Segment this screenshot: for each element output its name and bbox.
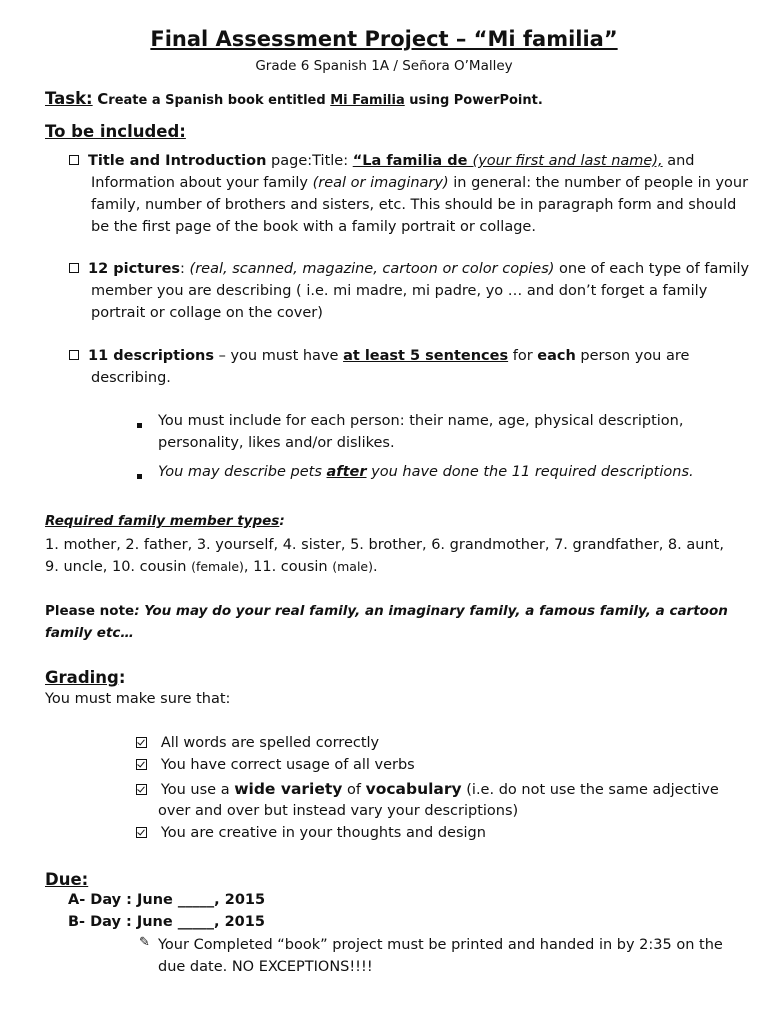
required-text: . (373, 559, 378, 575)
task-line (45, 88, 543, 112)
item-text: (real, scanned, magazine, cartoon or color copies) (189, 261, 555, 277)
pencil-icon: ✎ (139, 935, 150, 950)
bullet-text: after (326, 464, 367, 480)
bullet-square-icon (137, 467, 142, 486)
item-text: in general: the number of people in your (448, 175, 749, 191)
item-text: : (180, 261, 190, 277)
checked-box-icon (136, 737, 147, 748)
checked-box-icon (136, 784, 147, 795)
bullet-pets-line (158, 461, 694, 483)
due-heading: Due: (45, 870, 89, 889)
grading-text: vocabulary (365, 780, 462, 798)
note-label: Please note (45, 603, 135, 619)
grading-intro: You must make sure that: (45, 691, 231, 707)
checkbox-empty-icon (69, 263, 79, 273)
grading-check-3 (136, 778, 719, 801)
grading-text: All words are spelled correctly (160, 735, 380, 751)
required-heading: Required family member types (45, 513, 280, 529)
item-text: – you must have (213, 348, 344, 364)
item-text: at least 5 sentences (343, 348, 509, 364)
item-title-intro-line3: family, number of brothers and sisters, etc. This should be in paragraph form and should (91, 197, 737, 213)
required-list-line2 (45, 556, 378, 578)
due-b-day: B- Day : June _____, 2015 (68, 914, 265, 930)
required-colon: : (279, 513, 285, 529)
item-text: person you are (575, 348, 690, 364)
required-text: 9. uncle, 10. cousin (45, 559, 192, 575)
grading-text: You have correct usage of all verbs (160, 757, 415, 773)
item-text: one of each type of family (554, 261, 750, 277)
grading-check-4 (136, 822, 486, 844)
grading-text: (i.e. do not use the same adjective (461, 782, 719, 798)
required-text: , 11. cousin (243, 559, 333, 575)
bullet-text: You may describe pets (158, 464, 327, 480)
grading-heading: Grading (45, 668, 119, 687)
grading-text: of (342, 782, 366, 798)
item-text: “La familia de (352, 153, 473, 169)
required-text: (female) (191, 559, 244, 574)
grading-text: You are creative in your thoughts and design (160, 825, 486, 841)
item-pictures-line3: portrait or collage on the cover) (91, 305, 323, 321)
checked-box-icon (136, 759, 147, 770)
item-text: (your first and last name), (472, 153, 663, 169)
task-create-cap: C (97, 90, 109, 108)
required-list-line1: 1. mother, 2. father, 3. yourself, 4. sister, 5. brother, 6. grandmother, 7. grandfather, 8. aunt, (45, 537, 724, 553)
item-pictures-line1 (69, 258, 749, 280)
required-heading-line (45, 513, 285, 529)
item-text: (real or imaginary) (312, 175, 449, 191)
item-text: page:Title: (266, 153, 353, 169)
page-title: Final Assessment Project – “Mi familia” (150, 27, 618, 51)
bullet-include-line1: You must include for each person: their name, age, physical description, (158, 413, 684, 429)
due-note-line1: Your Completed “book” project must be printed and handed in by 2:35 on the (158, 937, 723, 953)
grading-text: wide variety (234, 780, 343, 798)
note-line2: family etc… (45, 625, 134, 641)
item-title-intro-line1 (69, 150, 695, 172)
checkbox-empty-icon (69, 155, 79, 165)
checkbox-empty-icon (69, 350, 79, 360)
grading-check-2 (136, 754, 415, 776)
note-line1 (45, 600, 728, 622)
page-subtitle: Grade 6 Spanish 1A / Señora O’Malley (255, 58, 513, 74)
item-descriptions-lead: 11 descriptions (88, 348, 214, 364)
checked-box-icon (136, 827, 147, 838)
item-text: and (662, 153, 695, 169)
item-pictures-lead: 12 pictures (88, 261, 181, 277)
task-text-a: reate a Spanish book entitled (108, 93, 331, 108)
item-descriptions-line1 (69, 345, 689, 367)
grading-check-1 (136, 732, 379, 754)
due-a-day: A- Day : June _____, 2015 (68, 892, 266, 908)
item-descriptions-line2: describing. (91, 370, 171, 386)
required-text: (male) (332, 559, 373, 574)
due-note-line2: due date. NO EXCEPTIONS!!!! (158, 959, 373, 975)
item-text: Information about your family (91, 175, 313, 191)
item-title-intro-lead: Title and Introduction (88, 153, 267, 169)
item-text: for (508, 348, 538, 364)
to-be-included-heading: To be included: (45, 122, 186, 141)
task-label: Task: (45, 89, 93, 108)
item-text: each (537, 348, 576, 364)
note-text: : You may do your real family, an imaginary family, a famous family, a cartoon (134, 603, 728, 619)
task-text-b: using PowerPoint. (404, 93, 543, 108)
item-title-intro-line2 (91, 172, 748, 194)
grading-check-3-line2: over and over but instead vary your descriptions) (158, 803, 519, 819)
grading-colon: : (118, 668, 126, 687)
grading-text: You use a (160, 782, 235, 798)
item-pictures-line2: member you are describing ( i.e. mi madre, mi padre, yo … and don’t forget a family (91, 283, 708, 299)
item-title-intro-line4: be the first page of the book with a family portrait or collage. (91, 219, 536, 235)
task-book-title: Mi Familia (330, 93, 405, 108)
bullet-include-line2: personality, likes and/or dislikes. (158, 435, 395, 451)
bullet-square-icon (137, 416, 142, 435)
grading-heading-line (45, 668, 125, 687)
bullet-text: you have done the 11 required descriptions. (366, 464, 694, 480)
